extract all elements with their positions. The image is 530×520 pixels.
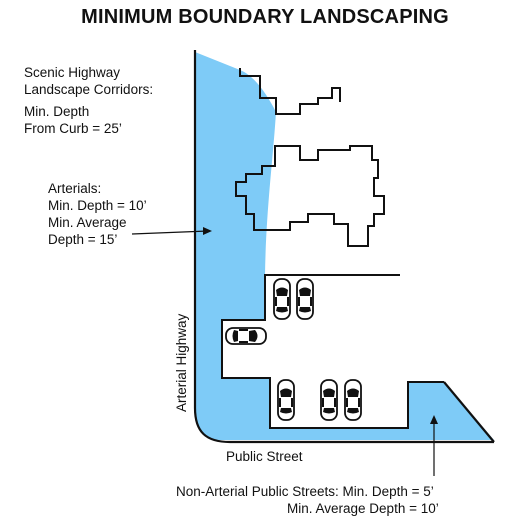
parked-car — [297, 279, 313, 319]
arterials-label: Arterials: Min. Depth = 10’ Min. Average Depth = 15’ — [48, 181, 147, 247]
arterial-highway-label: Arterial Highway — [174, 313, 189, 412]
parked-car — [278, 380, 294, 420]
parked-car — [345, 380, 361, 420]
scenic-corridor-label: Scenic Highway Landscape Corridors: — [24, 65, 154, 97]
non-arterial-label-line2: Min. Average Depth = 10’ — [287, 501, 439, 516]
landscape-buffer-area — [195, 52, 494, 440]
diagram-title: MINIMUM BOUNDARY LANDSCAPING — [81, 6, 449, 28]
parked-car — [321, 380, 337, 420]
parked-car — [226, 328, 266, 344]
parked-car — [274, 279, 290, 319]
non-arterial-label-line1: Non-Arterial Public Streets: Min. Depth = 5’ — [176, 484, 434, 499]
public-street-label: Public Street — [226, 449, 303, 464]
scenic-depth-label: Min. Depth From Curb = 25’ — [24, 104, 122, 136]
